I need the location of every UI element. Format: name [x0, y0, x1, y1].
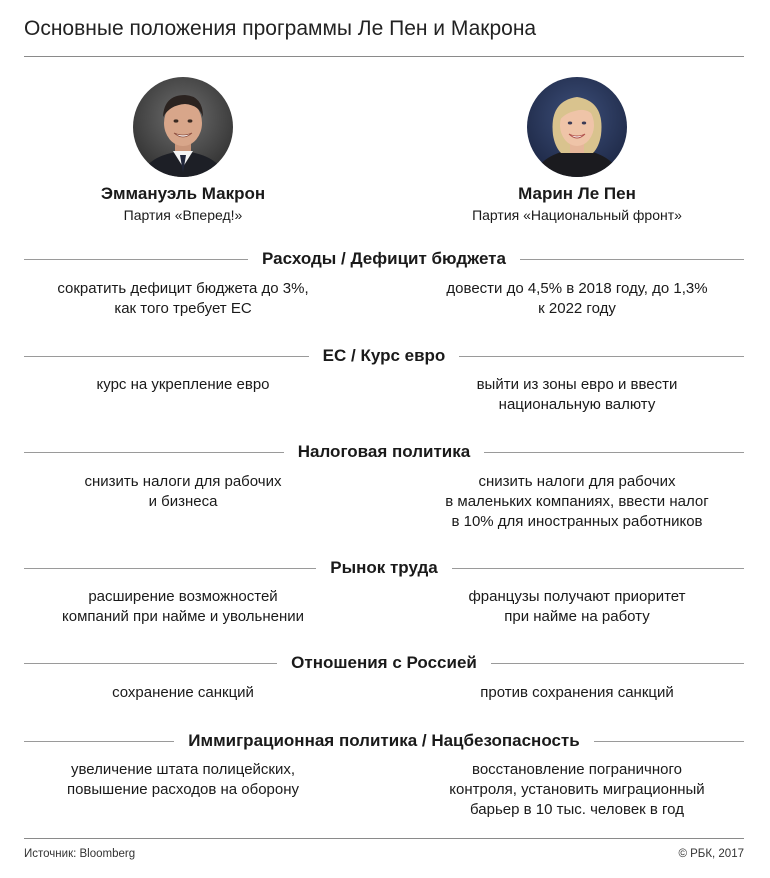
source-note: Источник: Bloomberg [24, 848, 136, 860]
macron-photo [133, 77, 233, 177]
left-candidate-name: Эммануэль Макрон [100, 184, 266, 203]
left-position-budget: сократить дефицит бюджета до 3%, как того требует ЕС [57, 280, 309, 317]
left-position-russia: сохранение санкций [112, 684, 254, 701]
left-position-taxes: снизить налоги для рабочих и бизнеса [84, 473, 282, 510]
right-position-labor: французы получают приоритет при найме на работу [468, 588, 686, 625]
section-header-taxes: Налоговая политика [24, 440, 744, 464]
right-position-immigration: восстановление пограничного контроля, установить миграционный барьер в 10 тыс. человек в год [449, 761, 705, 818]
right-position-budget: довести до 4,5% в 2018 году, до 1,3% к 2022 году [446, 280, 708, 317]
section-header-labor: Рынок труда [24, 556, 744, 580]
right-position-euro: выйти из зоны евро и ввести национальную валюту [476, 376, 678, 413]
left-position-euro: курс на укрепление евро [96, 376, 270, 393]
right-position-russia: против сохранения санкций [480, 684, 674, 701]
section-header-euro: ЕС / Курс евро [24, 344, 744, 368]
section-header-russia: Отношения с Россией [24, 651, 744, 675]
right-position-taxes: снизить налоги для рабочих в маленьких компаниях, ввести налог в 10% для иностранных работников [445, 473, 709, 530]
left-position-labor: расширение возможностей компаний при найме и увольнении [62, 588, 304, 625]
footer-divider [24, 838, 744, 839]
left-position-immigration: увеличение штата полицейских, повышение расходов на оборону [66, 761, 300, 798]
right-candidate-party: Партия «Национальный фронт» [472, 207, 682, 223]
right-candidate-name: Марин Ле Пен [518, 184, 636, 203]
copyright: © РБК, 2017 [678, 848, 744, 860]
left-candidate-party: Партия «Вперед!» [123, 207, 243, 223]
le-pen-photo [527, 77, 627, 177]
section-header-budget: Расходы / Дефицит бюджета [24, 247, 744, 271]
page-title: Основные положения программы Ле Пен и Макрона [24, 17, 537, 40]
section-header-immigration: Иммиграционная политика / Нацбезопасность [24, 729, 744, 753]
title-divider [24, 56, 744, 57]
